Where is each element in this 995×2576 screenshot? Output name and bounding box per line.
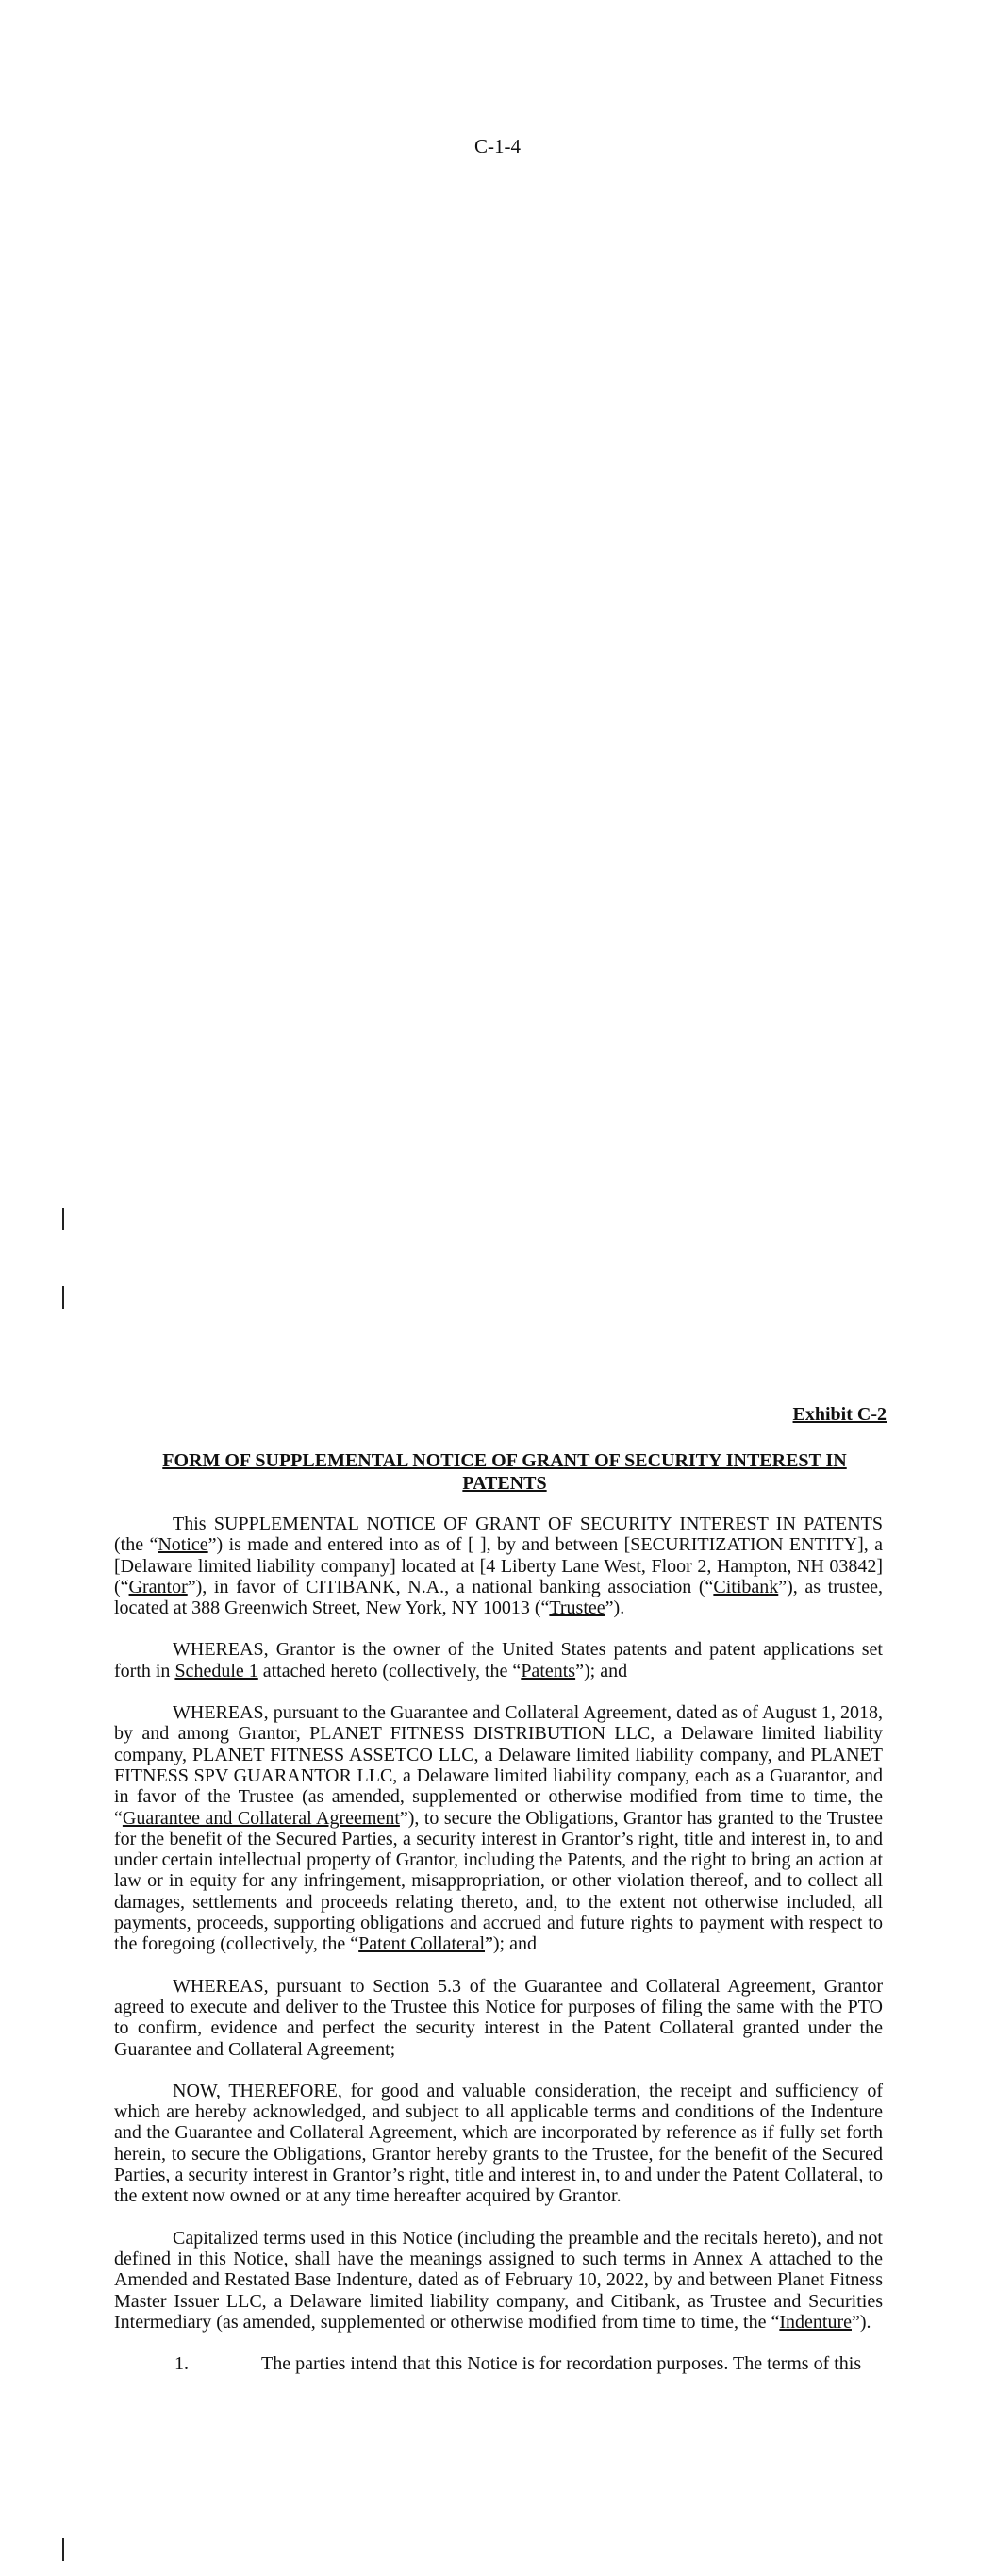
item-number: 1.	[174, 2353, 189, 2375]
paragraph-whereas-section: WHEREAS, pursuant to Section 5.3 of the Guarantee and Collateral Agreement, Grantor agreed to execute and deliver to the Trustee this Notice for purposes of filing the same with the PTO to confirm, evidence and perfect the security interest in the Patent Collateral granted under the Guarantee and Collateral Agreement;	[114, 1975, 883, 2060]
paragraph-whereas-patents: WHEREAS, Grantor is the owner of the United States patents and patent applications set forth in Schedule 1 attached hereto (collectively, the “Patents”); and	[114, 1639, 883, 1681]
revision-bar	[62, 2538, 64, 2561]
paragraph-preamble: This SUPPLEMENTAL NOTICE OF GRANT OF SECURITY INTEREST IN PATENTS (the “Notice”) is made and entered into as of [ ], by and between [SECURITIZATION ENTITY], a [Delaware limited liability company] located at [4 Liberty Lane West, Floor 2, Hampton, NH 03842] (“Grantor”), in favor of CITIBANK, N.A., a national banking association (“Citibank”), as trustee, located at 388 Greenwich Street, New York, NY 10013 (“Trustee”).	[114, 1514, 883, 1619]
defined-term: Patent Collateral	[358, 1933, 486, 1955]
paragraph-now-therefore: NOW, THEREFORE, for good and valuable consideration, the receipt and sufficiency of which are hereby acknowledged, and subject to all applicable terms and conditions of the Indenture and the Guarantee and Collateral Agreement, which are incorporated by reference as if fully set forth herein, to secure the Obligations, Grantor hereby grants to the Trustee, for the benefit of the Secured Parties, a security interest in Grantor’s right, title and interest in, to and under the Patent Collateral, to the extent now owned or at any time hereafter acquired by Grantor.	[114, 2080, 883, 2207]
paragraph-capitalized-terms: Capitalized terms used in this Notice (including the preamble and the recitals hereto), and not defined in this Notice, shall have the meanings assigned to such terms in Annex A attached to the Amended and Restated Base Indenture, dated as of February 10, 2022, by and between Planet Fitness Master Issuer LLC, a Delaware limited liability company, and Citibank, as Trustee and Securities Intermediary (as amended, supplemented or otherwise modified from time to time, the “Indenture”).	[114, 2227, 883, 2333]
defined-term: Citibank	[713, 1576, 779, 1597]
schedule-reference: Schedule 1	[174, 1660, 258, 1681]
document-body	[114, 1514, 883, 2395]
page-number: C-1-4	[474, 135, 521, 158]
exhibit-label: Exhibit C-2	[792, 1404, 887, 1425]
paragraph-whereas-agreement: WHEREAS, pursuant to the Guarantee and Collateral Agreement, dated as of August 1, 2018, by and among Grantor, PLANET FITNESS DISTRIBUTION LLC, a Delaware limited liability company, PLANET FITNESS ASSETCO LLC, a Delaware limited liability company, and PLANET FITNESS SPV GUARANTOR LLC, a Delaware limited liability company, each as a Guarantor, and in favor of the Trustee (as amended, supplemented or otherwise modified from time to time, the “Guarantee and Collateral Agreement”), to secure the Obligations, Grantor has granted to the Trustee for the benefit of the Secured Parties, a security interest in Grantor’s right, title and interest in, to and under certain intellectual property of Grantor, including the Patents, and the right to bring an action at law or in equity for any infringement, misappropriation, or other violation thereof, and to collect all damages, settlements and proceeds relating thereto, and, to the extent not otherwise included, all payments, proceeds, supporting obligations and accrued and future rights to payment with respect to the foregoing (collectively, the “Patent Collateral”); and	[114, 1702, 883, 1955]
defined-term: Trustee	[549, 1597, 605, 1619]
defined-term: Indenture	[779, 2311, 852, 2333]
item-text: The parties intend that this Notice is for recordation purposes. The terms of this	[261, 2353, 862, 2375]
revision-bar	[62, 1208, 64, 1230]
revision-bar	[62, 1286, 64, 1309]
defined-term: Guarantee and Collateral Agreement	[122, 1807, 400, 1829]
numbered-item	[114, 2353, 883, 2374]
defined-term: Patents	[521, 1660, 576, 1681]
defined-term: Grantor	[128, 1576, 188, 1597]
defined-term: Notice	[158, 1534, 208, 1556]
document-title: FORM OF SUPPLEMENTAL NOTICE OF GRANT OF SECURITY INTEREST IN PATENTS	[162, 1450, 847, 1494]
